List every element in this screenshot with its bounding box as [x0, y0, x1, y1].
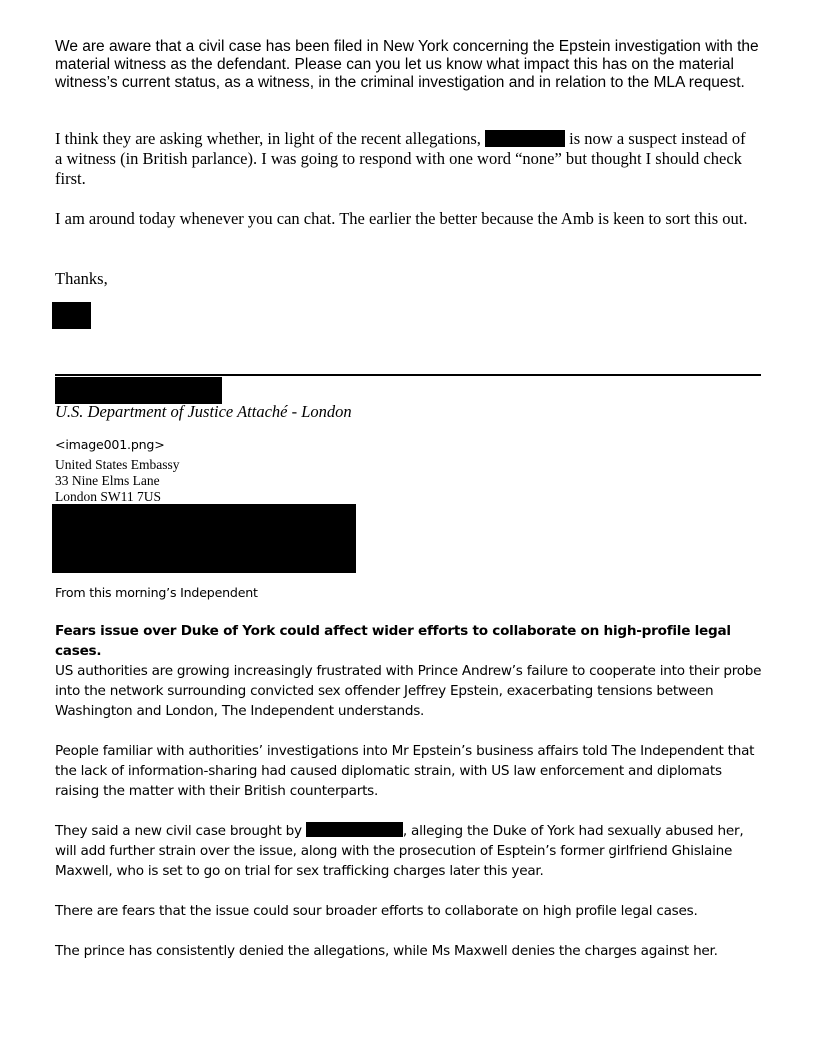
- redaction-block: [55, 377, 222, 404]
- email-paragraph-2: I am around today whenever you can chat. The earlier the better because the Amb is keen to sort this out.: [55, 209, 748, 228]
- article-paragraph-2: People familiar with authorities’ investigations into Mr Epstein’s business affairs told The Independent that the lack of information-sharing had caused diplomatic strain, with US law enforcement and diplomats raising the matter with their British counterparts.: [55, 743, 755, 799]
- address-line-3: London SW11 7US: [55, 489, 162, 504]
- email-paragraph-1-end: is now a suspect instead of a witness (in British parlance). I was going to respond with one word “none” but thought I should check first.: [55, 129, 746, 188]
- email-signoff: Thanks,: [55, 269, 108, 288]
- email-paragraph-1: [55, 129, 755, 189]
- article-paragraph-5: The prince has consistently denied the allegations, while Ms Maxwell denies the charges against her.: [55, 943, 718, 959]
- signature-title: U.S. Department of Justice Attaché - London: [55, 402, 352, 421]
- redaction-block: [306, 822, 403, 837]
- image-placeholder: <image001.png>: [55, 437, 165, 452]
- redaction-block: [52, 504, 356, 573]
- address-line-1: United States Embassy: [55, 457, 180, 472]
- redaction-block: [52, 302, 91, 329]
- article-paragraph-1: US authorities are growing increasingly frustrated with Prince Andrew’s failure to cooperate into their probe into the network surrounding convicted sex offender Jeffrey Epstein, exacerbating tensions between Washington and London, The Independent understands.: [55, 663, 762, 719]
- article-paragraph-4: There are fears that the issue could sour broader efforts to collaborate on high profile legal cases.: [55, 903, 698, 919]
- article-headline: Fears issue over Duke of York could affect wider efforts to collaborate on high-profile legal cases.: [55, 623, 731, 659]
- signature-divider: [55, 374, 761, 376]
- article-paragraph-3-end: , alleging the Duke of York had sexually abused her, will add further strain over the issue, along with the prosecution of Esptein’s former girlfriend Ghislaine Maxwell, who is set to go on trial for sex trafficking charges later this year.: [55, 823, 744, 879]
- email-paragraph-1-start: I think they are asking whether, in light of the recent allegations,: [55, 129, 481, 148]
- redaction-block: [485, 130, 565, 147]
- quoted-request: We are aware that a civil case has been filed in New York concerning the Epstein investigation with the material witness as the defendant. Please can you let us know what impact this has on the material witness’s current status, as a witness, in the criminal investigation and in relation to the MLA request.: [55, 38, 759, 91]
- address-line-2: 33 Nine Elms Lane: [55, 473, 160, 488]
- article-paragraph-3-start: They said a new civil case brought by: [55, 823, 302, 839]
- article-intro: From this morning’s Independent: [55, 585, 258, 600]
- article-paragraph-3: [55, 821, 767, 881]
